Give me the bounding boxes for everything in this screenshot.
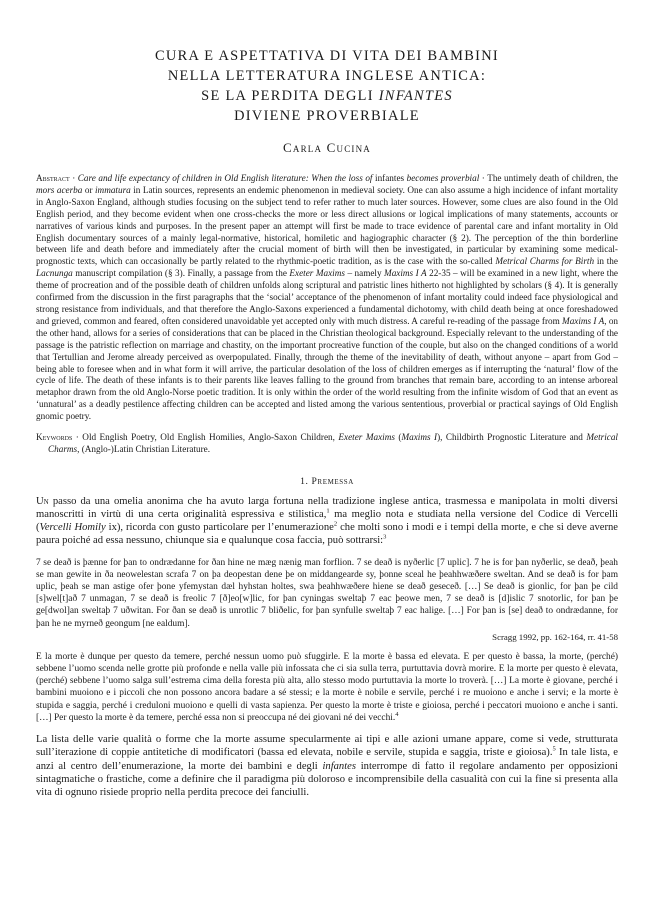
translation-quote <box>36 651 618 724</box>
paragraph-2 <box>36 733 618 799</box>
title-line-3 <box>36 86 618 106</box>
keywords-emphasis: Maxims I <box>401 432 438 443</box>
abstract-emphasis: Maxims I A <box>562 315 605 326</box>
title-line-3-text: SE LA PERDITA DEGLI <box>201 88 379 104</box>
article-title <box>36 46 618 126</box>
abstract-separator: · <box>69 173 78 183</box>
abstract-text: – namely <box>344 268 385 279</box>
paragraph-text: La lista delle varie qualità o forme che la morte assume specularmente ai tipi e alle azioni umane appare, come si vede, strutturata sull’iterazione di coppie antitetiche di modificatori (bassa ed elevata, nobile e servile, stupida e saggia, triste e gioiosa). <box>36 734 618 759</box>
title-line-1: CURA E ASPETTATIVA DI VITA DEI BAMBINI <box>155 48 499 64</box>
keywords-text: ), Childbirth Prognostic Literature and <box>437 432 587 443</box>
section-number: 1. <box>300 475 312 487</box>
section-heading <box>36 476 618 487</box>
paragraph-text: che molti sono i modi e i tempi della morte, e che si deve averne paura poiché ad essa nessuno, chiunque sia e qualunque cosa faccia, può sottrarsi: <box>36 522 618 547</box>
old-english-quote: 7 se deað is þænne for þan to ondrædanne for ðan hine ne mæg nænig man forflion. 7 se deað is nyðerlic [7 uplic]. 7 he is for þan nyðerlic, se deað, þeah se man gewite in ða neowelestan scrafa 7 on þa deopestan dene þe on middangearde sy, þonne sceal he þeahhwæðere sweltan. And se deað is for þam uplic, þeah se man astige ofer þone yfemystan dæl hyhstan holtes, swa þeahhwæðere hiene se deað geseceð. […] Se deað is gionlic, for þan þe cild [s]wel[t]að 7 unmagan, 7 se deað is freolic 7 [ð]eo[w]lic, for þan cyningas sweltaþ 7 eac þeowe men, 7 se deað is [d]islic 7 snotorlic, for þan þe ge[dwol]an sweltaþ 7 uðwitan. For ðan se deað is unrotlic 7 bliðelic, for þan synfulle sweltaþ 7 eac halige. […] For þan is [se] deað to ondrædanne, for þan he ne myrneð geongum [ne ealdum]. <box>36 557 618 629</box>
abstract-emphasis: Metrical Charms for Birth <box>495 256 595 267</box>
abstract-text: 22-35 – will be examined in a new light, where the theme of procreation and of the possible death of children unfolds along scriptural and patristic lines hitherto not highlighted by scholars (§ 4). It is generally confirmed from the discussion in the first paragraphs that the ‘social’ acceptance of the phenomenon of infant mortality could indeed face physiological and strong resistance from individuals, and that therefore the Anglo-Saxons experienced a fundamental dichotomy, with child death being at once foreshadowed and grieved, common and feared, often considered unavoidable yet accepted only with much distress. A careful re-reading of the passage from <box>36 268 619 326</box>
abstract-label: Abstract <box>36 173 70 183</box>
paragraph-emphasis: infantes <box>322 760 356 772</box>
keywords-label: Keywords <box>36 432 73 443</box>
abstract-text: , on the other hand, allows for a series of considerations that can be placed in the Christian theological background. Especially relevant to the understanding of the passage is the patristic reflection on marriage and chastity, on the important procreative function of the couple, but also on the changed conditions of a world that Tertullian and Jerome already perceived as overpopulated. Finally, through the theme of the inevitability of death, without anyone – apart from God – being able to foresee when and in what form it will arrive, the particular desolation of the loss of children emerges as if interrupting the ‘natural’ flow of the cycle of life. The death of these infants is to their parents like leaves falling to the ground from branches that remain bare, according to an intense arboreal metaphor drawn from the old Anglo-Norse poetic tradition. It is only within the order of the world resulting from the infinite wisdom of God that an event as ‘unnatural’ as a deadly pestilence affecting children can be accepted and listed among the various sententious, proverbial or practical sayings of Old English gnomic poetry. <box>36 315 619 422</box>
footnote-ref[interactable]: 1 <box>326 507 330 515</box>
abstract-emphasis: Exeter Maxims <box>289 268 345 279</box>
paragraph-text: interrompe di fatto il regolare andamento per opposizioni sintagmatiche o frastiche, come a definire che il paradigma più doloroso e incomprensibile della casualità con cui la fine si presenta alla vita di ognuno risiede proprio nella perdita precoce dei fanciulli. <box>36 760 619 798</box>
title-line-2: NELLA LETTERATURA INGLESE ANTICA: <box>167 68 487 84</box>
keywords-text: , (Anglo-)Latin Christian Literature. <box>77 443 211 454</box>
quote-citation: Scragg 1992, pp. 162-164, rr. 41-58 <box>492 631 618 642</box>
abstract-text: or <box>82 184 95 195</box>
footnote-ref[interactable]: 2 <box>333 520 338 528</box>
abstract-title-part-b: becomes proverbial <box>406 173 480 183</box>
abstract-text: manuscript compilation (§ 3). Finally, a passage from the <box>72 268 290 279</box>
abstract-emphasis: mors acerba <box>36 184 83 195</box>
paragraph-text: In tale lista, e anzi al centro dell’enumerazione, la morte dei bambini e degli <box>36 747 618 772</box>
title-line-4: DIVIENE PROVERBIALE <box>234 108 420 124</box>
paragraph-text: ix), ricorda con gusto particolare per l’enumerazione <box>105 522 334 534</box>
keywords <box>36 432 618 456</box>
paragraph-text: ma meglio nota e studiata nella versione del Codice di Vercelli ( <box>36 509 618 534</box>
abstract-emphasis: immatura <box>95 184 131 195</box>
title-line-3-emphasis: INFANTES <box>378 88 453 104</box>
translation-text: E la morte è dunque per questo da temere, perché nessun uomo può sfuggirle. E la morte è bassa ed elevata. E per questo è bassa, la morte, (perché) sebbene l’uomo scenda nelle grotte più profonde e nella valle più infossata che ci sia sulla terra, purtuttavia dovrà morire. E la morte per questo è elevata, (perché) sebbene l’uomo salga sull’estrema cima della foresta più alta, allo stesso modo purtuttavia la morte lo troverà. […] La morte è giovane, perché i bambini muoiono e i piccoli che non possono ancora badare a sé stessi; e la morte è nobile e servile, perché i re muoiono e anche i servi; e la morte è stupida e saggia, perché i creduloni muoiono e quelli di vasta sapienza. Per questo la morte è triste e gioiosa, perché i peccatori muoiono e anche i santi. […] Per questo la morte è da temere, perché essa non si preoccupa né dei giovani né dei vecchi. <box>36 651 618 723</box>
abstract-title-part-a: Care and life expectancy of children in Old English literature: When the loss of <box>77 173 373 183</box>
footnote-ref[interactable]: 5 <box>552 745 556 753</box>
abstract-emphasis: Maxims I A <box>384 268 427 279</box>
keywords-emphasis: Exeter Maxims <box>338 432 395 443</box>
keywords-text: · Old English Poetry, Old English Homilies, Anglo-Saxon Children, <box>72 432 339 443</box>
abstract-emphasis: Lacnunga <box>36 268 73 279</box>
abstract-text: · The untimely death of children, the <box>479 173 618 183</box>
footnote-ref[interactable]: 3 <box>383 533 387 541</box>
keywords-emphasis: Metrical Charms <box>48 432 618 454</box>
abstract-text: in the <box>594 256 618 267</box>
abstract-title-word: infantes <box>372 173 407 183</box>
paragraph-1 <box>36 495 618 548</box>
paragraph-emphasis: Vercelli Homily <box>39 522 106 534</box>
abstract-text: in Latin sources, represents an endemic phenomenon in medieval society. One can also assume a high incidence of infant mortality in Anglo-Saxon England, although studies focusing on the subject tend to refer rather to much later sources. However, some clues are also found in the Old English period, and they become evident when one cross-checks the more or less direct allusions or logical implications of many statements, accounts or narratives of various kinds and purposes. In the present paper an attempt will first be made to trace evidence of parental care and infant mortality in Old English documentary sources of a mainly legal-normative, historical, homiletic and hagiographic character (§ 2). The perception of the thin borderline between life and death before and immediately after the crucial moment of birth will then be investigated, in particular by examining some medical-prognostic texts, which can occasionally be partly related to the rhythmic-poetic tradition, as is the case with the so-called <box>36 184 618 267</box>
section-title: Premessa <box>311 475 354 487</box>
page <box>36 46 618 799</box>
footnote-ref[interactable]: 4 <box>395 710 399 718</box>
abstract <box>36 173 618 423</box>
keywords-text: ( <box>394 432 402 443</box>
drop-cap: Un <box>36 495 49 507</box>
author-name: Carla Cucina <box>283 140 371 155</box>
paragraph-text: passo da una omelia anonima che ha avuto larga fortuna nella tradizione inglese antica, trasmessa e manipolata in molti diversi manoscritti in virtù di una certa originalità espressiva e stilistica, <box>36 495 618 521</box>
